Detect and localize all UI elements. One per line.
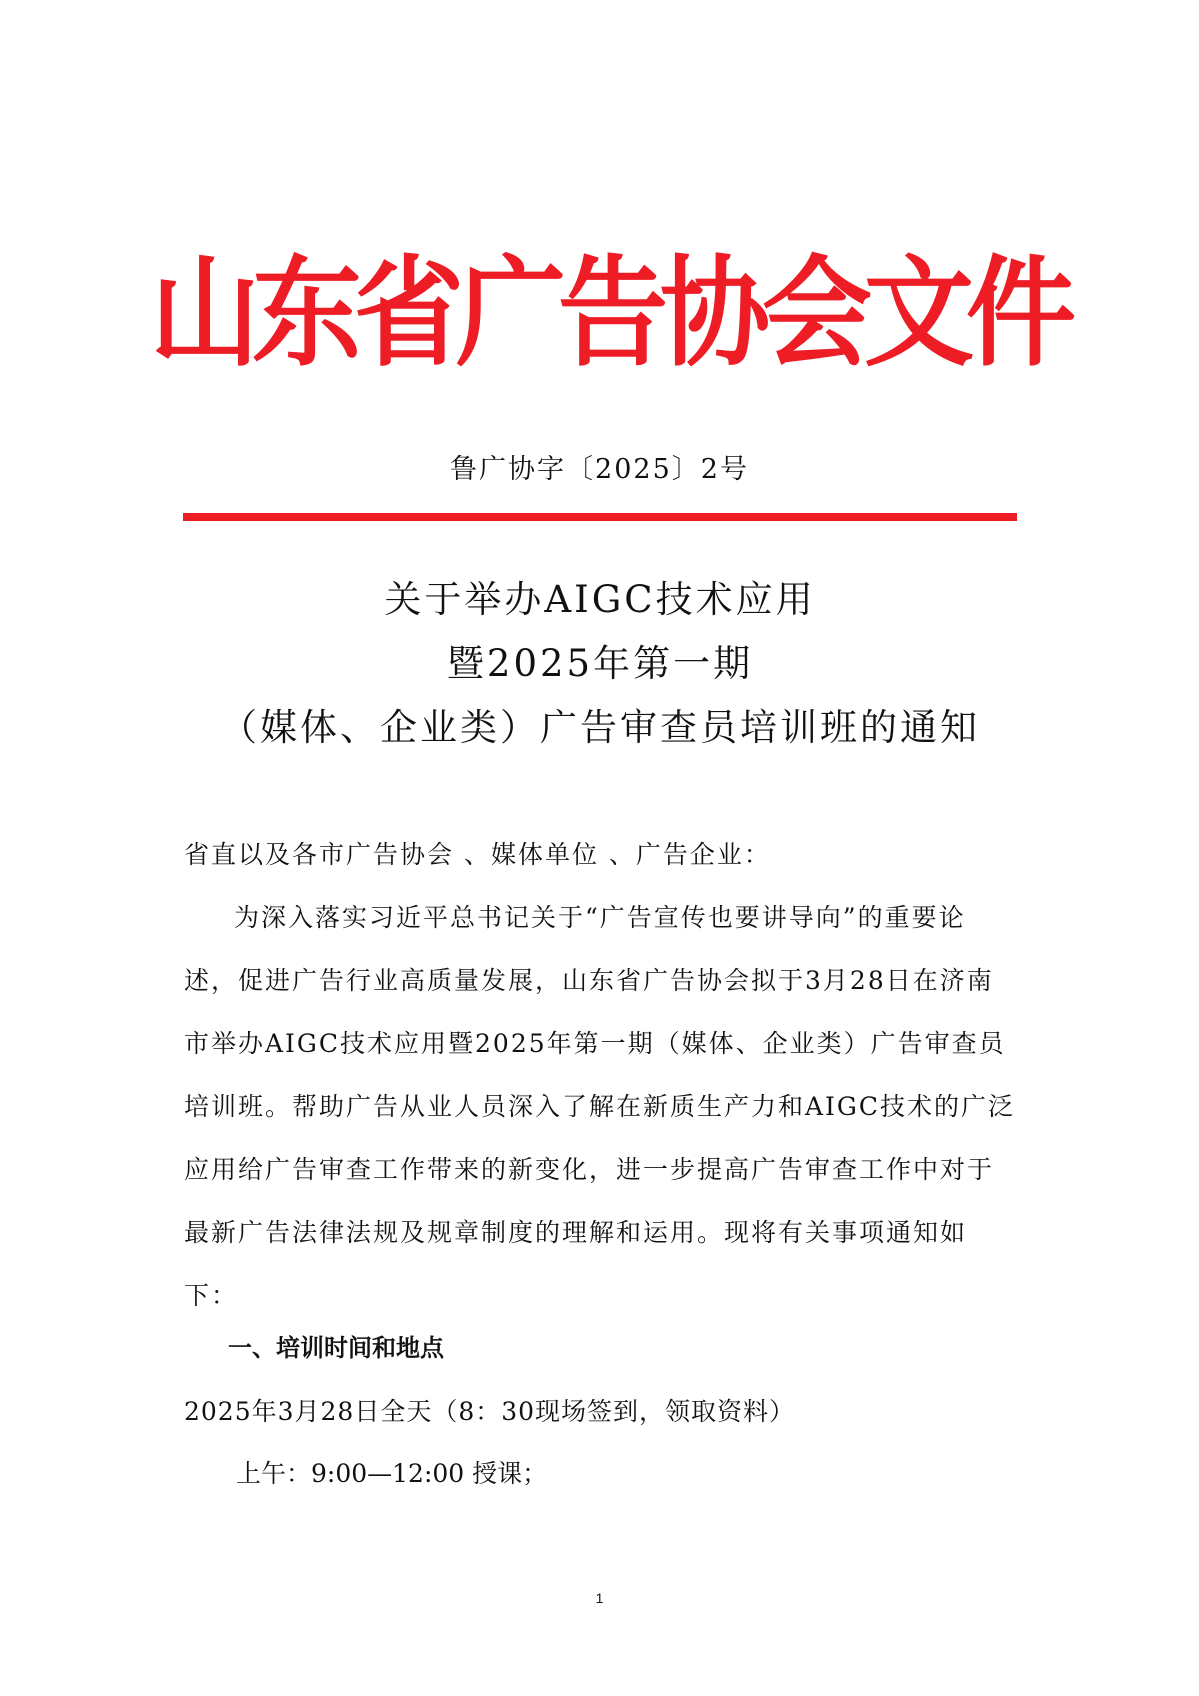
notice-body [184, 823, 1018, 1327]
introduction-paragraph: 为深入落实习近平总书记关于“广告宣传也要讲导向”的重要论述，促进广告行业高质量发展，山东省广告协会拟于3月28日在济南市举办AIGC技术应用暨2025年第一期（媒体、企业类）广告审查员培训班。帮助广告从业人员深入了解在新质生产力和AIGC技术的广泛应用给广告审查工作带来的新变化，进一步提高广告审查工作中对于最新广告法律法规及规章制度的理解和运用。现将有关事项通知如下： [184, 903, 1016, 1310]
title-line-2: 暨2025年第一期 [446, 642, 754, 685]
red-separator-line [183, 513, 1017, 521]
title-line-1: 关于举办AIGC技术应用 [384, 578, 816, 621]
section-heading-training-time-place: 一、培训时间和地点 [228, 1334, 444, 1362]
page-number: 1 [595, 1590, 604, 1606]
document-number: 鲁广协字〔2025〕2号 [450, 454, 749, 485]
notice-title [150, 568, 1050, 760]
issuing-organization-masthead: 山东省广告协会文件 [150, 243, 1068, 383]
salutation: 省直以及各市广告协会 、媒体单位 、广告企业： [184, 840, 771, 869]
morning-schedule: 上午：9:00—12:00 授课； [236, 1459, 548, 1488]
training-date: 2025年3月28日全天（8：30现场签到，领取资料） [184, 1397, 796, 1426]
title-line-3: （媒体、企业类）广告审查员培训班的通知 [220, 706, 980, 749]
